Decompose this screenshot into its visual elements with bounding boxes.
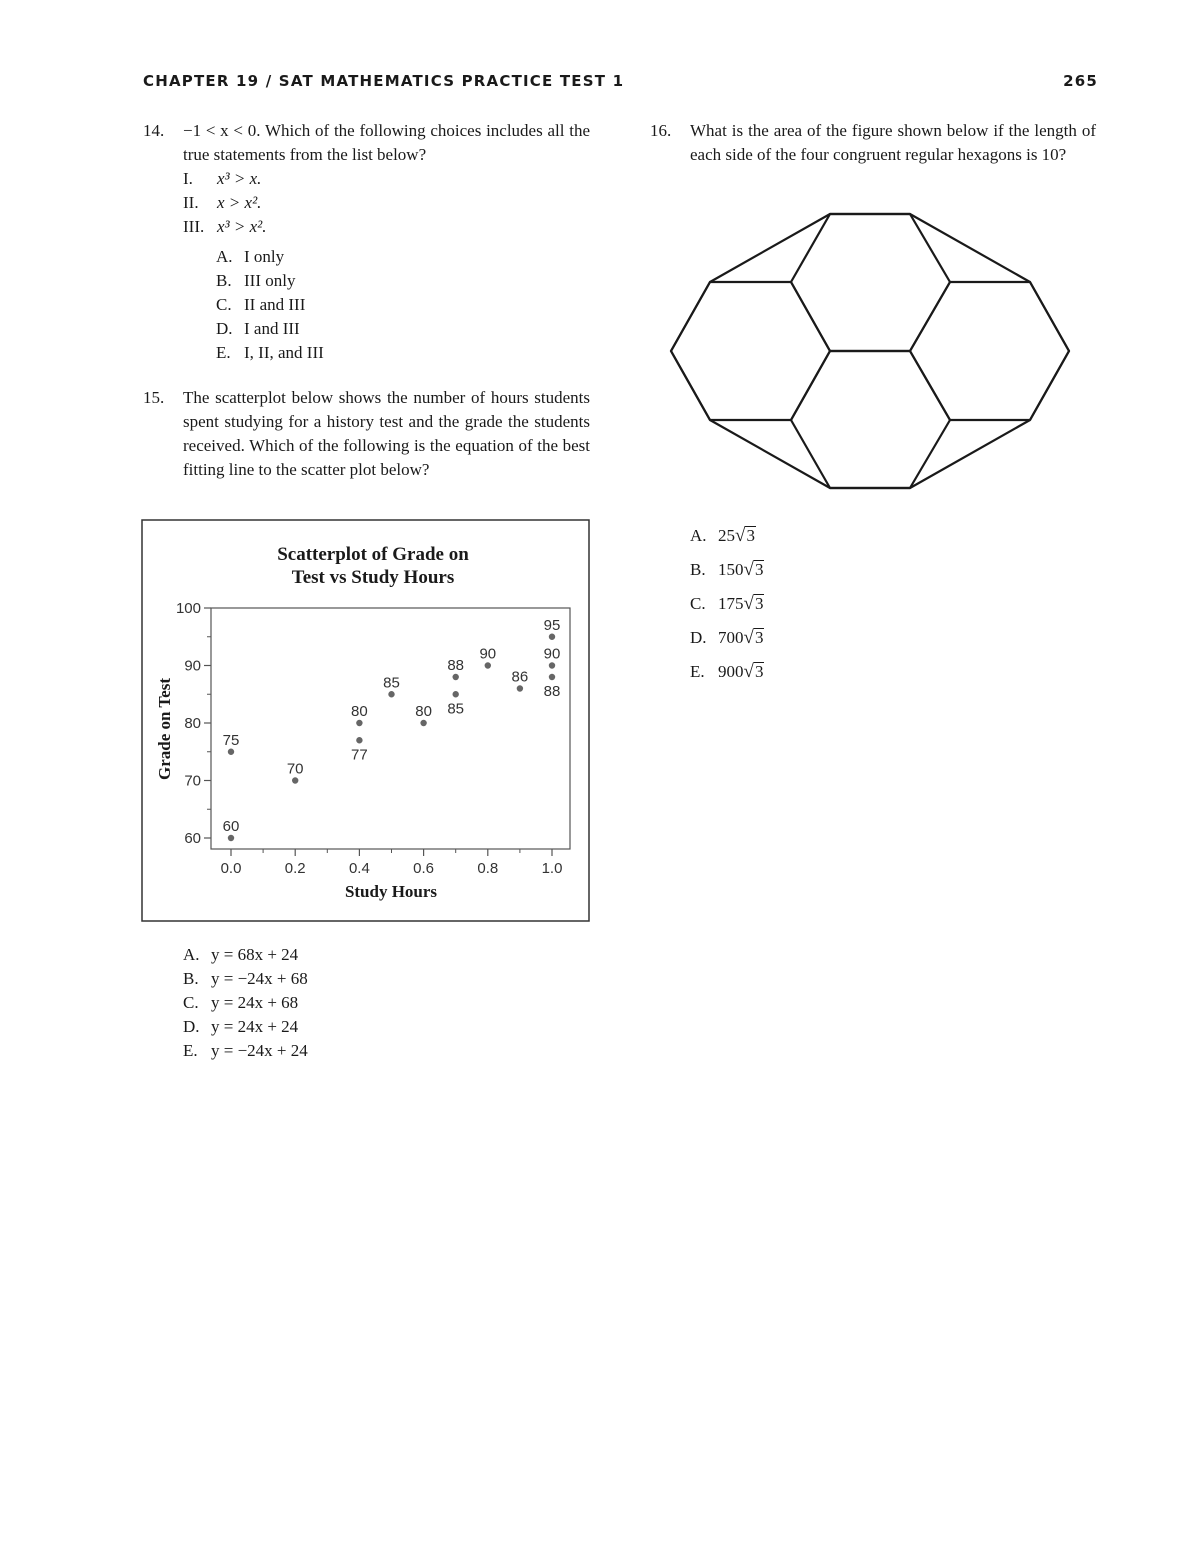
choice-letter: E. [183, 1041, 198, 1060]
data-point-label: 85 [447, 700, 465, 718]
answer-choice [690, 558, 1096, 592]
square-root-icon: √ [743, 593, 754, 614]
choice-radicand: 3 [754, 628, 764, 647]
question-15-choices [143, 943, 590, 1063]
answer-choice [690, 660, 1096, 694]
statement-item [183, 215, 590, 239]
answer-choice [690, 626, 1096, 660]
hexagon-bottom [791, 351, 950, 488]
choice-text: III only [244, 271, 296, 290]
data-point-label: 80 [351, 703, 368, 720]
choice-text: I and III [244, 319, 300, 338]
choice-coefficient: 900 [718, 662, 744, 681]
statement-text: x³ > x². [217, 217, 267, 236]
y-tick-label: 90 [184, 657, 201, 675]
data-point [549, 674, 555, 680]
square-root-icon: √ [735, 525, 746, 546]
choice-coefficient: 700 [718, 628, 744, 647]
answer-choices [183, 943, 590, 1063]
answer-choice [183, 967, 590, 991]
data-point-label: 77 [351, 746, 368, 764]
choice-letter: E. [216, 343, 231, 362]
answer-choice [183, 1015, 590, 1039]
answer-choices [690, 524, 1096, 694]
y-tick-label: 80 [184, 715, 201, 732]
square-root-icon: √ [743, 559, 754, 580]
data-point [356, 720, 362, 726]
answer-choice [690, 524, 1096, 558]
data-point-label: 80 [415, 703, 432, 720]
data-point [453, 691, 459, 697]
data-point [228, 835, 234, 841]
square-root-icon: √ [743, 661, 754, 682]
data-point-label: 75 [222, 731, 240, 749]
x-axis-label: Study Hours [344, 882, 438, 901]
data-point [549, 662, 555, 668]
data-point [356, 737, 362, 743]
answer-choice [216, 317, 590, 341]
x-tick-label: 0.6 [413, 860, 435, 877]
square-root-icon: √ [743, 627, 754, 648]
choice-letter: C. [216, 295, 232, 314]
choice-text: II and III [244, 295, 306, 314]
choice-letter: C. [690, 594, 706, 613]
question-14 [143, 119, 590, 365]
hexagon-figure [660, 205, 1080, 500]
choice-text: y = −24x + 24 [211, 1041, 308, 1060]
data-point-label: 90 [479, 645, 497, 663]
choice-text: y = 24x + 68 [211, 993, 299, 1012]
data-point [485, 662, 491, 668]
answer-choice [216, 341, 590, 365]
question-number: 15. [143, 388, 165, 407]
question-16-choices [650, 524, 1096, 694]
chapter-title: CHAPTER 19 / SAT MATHEMATICS PRACTICE TEST 1 [143, 72, 625, 90]
x-tick-label: 1.0 [541, 860, 563, 877]
hexagon-top [791, 214, 950, 351]
question-16 [650, 119, 1096, 167]
data-point [549, 634, 555, 640]
y-tick-label: 70 [184, 772, 201, 790]
choice-letter: A. [690, 526, 707, 545]
choice-letter: A. [216, 247, 233, 266]
x-tick-label: 0.8 [477, 860, 499, 877]
data-point-label: 90 [543, 645, 561, 663]
data-point-label: 86 [511, 668, 529, 686]
statement-text: x³ > x. [217, 169, 262, 188]
choice-radicand: 3 [746, 526, 755, 545]
choice-letter: D. [690, 628, 707, 647]
choice-text: y = 68x + 24 [211, 945, 299, 964]
statement-text: x > x². [217, 193, 262, 212]
question-text: −1 < x < 0. Which of the following choices includes all the true statements from the list below? [183, 121, 590, 164]
data-point [388, 691, 394, 697]
x-tick-label: 0.4 [348, 860, 370, 877]
data-point [292, 777, 298, 783]
page-header [143, 72, 1098, 96]
statement-label: III. [183, 217, 205, 236]
statement-label: II. [183, 193, 199, 212]
statement-list [183, 167, 590, 239]
choice-text: I only [244, 247, 285, 266]
hexagon-left [671, 282, 830, 420]
choice-radicand: 3 [754, 662, 764, 681]
data-point-label: 85 [383, 674, 400, 692]
question-number: 14. [143, 121, 165, 140]
x-tick-label: 0.0 [220, 860, 242, 877]
chart-title-line-2: Test vs Study Hours [291, 567, 455, 588]
choice-text: y = −24x + 68 [211, 969, 308, 988]
choice-letter: D. [183, 1017, 200, 1036]
y-tick-label: 60 [184, 830, 201, 847]
data-point-label: 95 [543, 616, 561, 634]
answer-choice [183, 991, 590, 1015]
data-point-label: 70 [286, 760, 304, 778]
y-axis-label: Grade on Test [155, 677, 174, 781]
data-point [420, 720, 426, 726]
choice-letter: B. [216, 271, 232, 290]
answer-choice [216, 245, 590, 269]
question-text: What is the area of the figure shown below if the length of each side of the four congruent regular hexagons is 10? [690, 121, 1096, 164]
choice-coefficient: 150 [718, 560, 744, 579]
answer-choice [690, 592, 1096, 626]
data-point [228, 749, 234, 755]
data-point [517, 685, 523, 691]
hexagon-right [910, 282, 1069, 420]
chart-title-line-1: Scatterplot of Grade on [277, 544, 469, 565]
choice-text: I, II, and III [244, 343, 324, 362]
choice-letter: B. [690, 560, 706, 579]
question-15 [143, 386, 590, 482]
choice-letter: B. [183, 969, 199, 988]
scatterplot-chart [141, 519, 591, 923]
data-point [453, 674, 459, 680]
data-point-label: 88 [447, 657, 465, 674]
choice-letter: C. [183, 993, 199, 1012]
statement-label: I. [183, 169, 193, 188]
y-tick-label: 100 [175, 600, 201, 617]
answer-choice [183, 943, 590, 967]
answer-choice [183, 1039, 590, 1063]
answer-choices [216, 245, 590, 365]
data-point-label: 60 [222, 818, 240, 835]
choice-text: y = 24x + 24 [211, 1017, 299, 1036]
page-number: 265 [1063, 72, 1098, 90]
answer-choice [216, 269, 590, 293]
choice-letter: E. [690, 662, 705, 681]
choice-letter: D. [216, 319, 233, 338]
choice-radicand: 3 [754, 560, 764, 579]
statement-item [183, 191, 590, 215]
choice-radicand: 3 [754, 594, 764, 613]
statement-item [183, 167, 590, 191]
x-tick-label: 0.2 [284, 860, 306, 877]
question-number: 16. [650, 121, 672, 140]
choice-coefficient: 25 [718, 526, 735, 545]
question-text: The scatterplot below shows the number of hours students spent studying for a history test and the grade the students received. Which of the following is the equation of the best fitting line to the scatter plot below? [183, 388, 590, 479]
answer-choice [216, 293, 590, 317]
choice-coefficient: 175 [718, 594, 744, 613]
choice-letter: A. [183, 945, 200, 964]
data-point-label: 88 [543, 683, 561, 700]
